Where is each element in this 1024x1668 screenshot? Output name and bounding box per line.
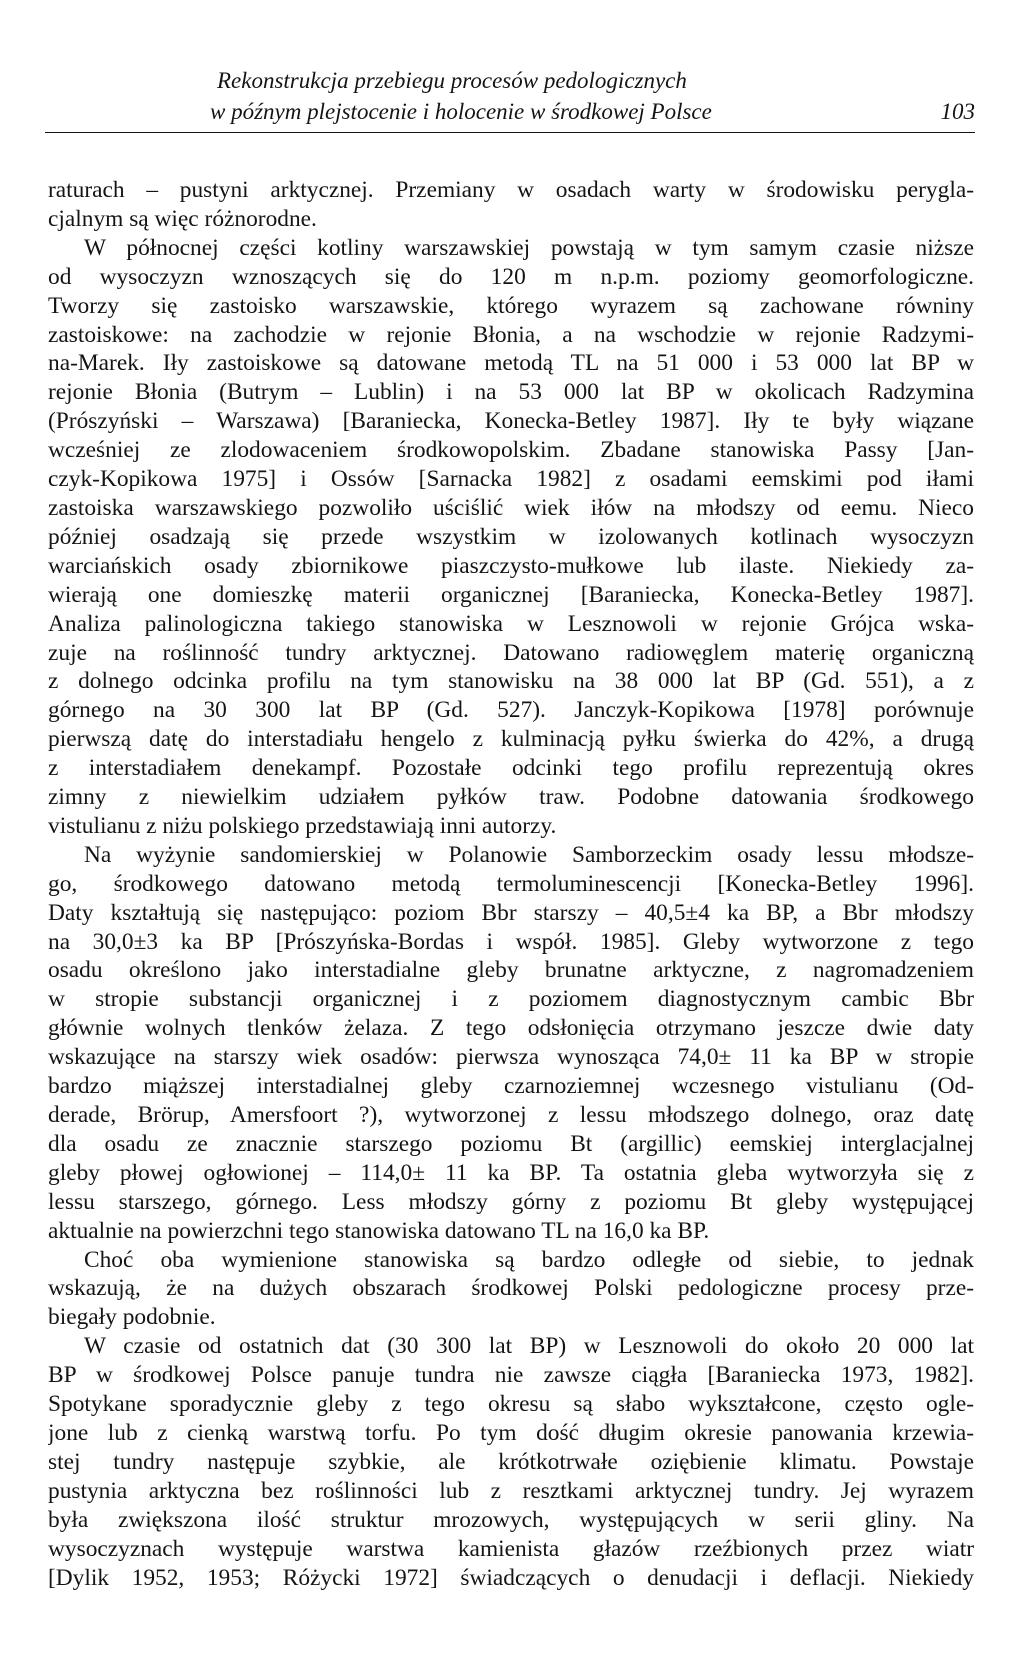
text-line: w stropie substancji organicznej i z poziomem diagnostycznym cambic Bbr xyxy=(48,986,974,1013)
text-line: czyk-Kopikowa 1975] i Ossów [Sarnacka 1982] z osadami eemskimi pod iłami xyxy=(48,466,974,493)
text-line: raturach – pustyni arktycznej. Przemiany w osadach warty w środowisku perygla- xyxy=(48,177,974,203)
text-line: gleby płowej ogłowionej – 114,0± 11 ka BP. Ta ostatnia gleba wytworzyła się z xyxy=(48,1159,974,1186)
text-line: derade, Brörup, Amersfoort ?), wytworzonej z lessu młodszego dolnego, oraz datę xyxy=(48,1102,974,1128)
text-line: W czasie od ostatnich dat (30 300 lat BP) w Lesznowoli do około 20 000 lat xyxy=(84,1333,974,1360)
text-line: Na wyżynie sandomierskiej w Polanowie Samborzeckim osady lessu młodsze- xyxy=(84,841,974,868)
text-line: dla osadu ze znacznie starszego poziomu Bt (argillic) eemskiej interglacjalnej xyxy=(48,1130,974,1157)
text-line: zimny z niewielkim udziałem pyłków traw. Podobne datowania środkowego xyxy=(48,784,974,811)
text-line: W północnej części kotliny warszawskiej powstają w tym samym czasie niższe xyxy=(84,234,974,261)
text-line: [Dylik 1952, 1953; Różycki 1972] świadczących o denudacji i deflacji. Niekiedy xyxy=(48,1564,974,1591)
text-line: vistulianu z niżu polskiego przedstawiają inni autorzy. xyxy=(48,812,557,839)
text-line: Tworzy się zastoisko warszawskie, którego wyrazem są zachowane równiny xyxy=(48,292,974,319)
text-line: pierwszą datę do interstadiału hengelo z kulminacją pyłku świerka do 42%, a drugą xyxy=(48,726,974,753)
text-line: pustynia arktyczna bez roślinności lub z resztkami arktycznej tundry. Jej wyrazem xyxy=(48,1477,974,1504)
running-head xyxy=(45,66,975,134)
page-number: 103 xyxy=(940,99,975,124)
text-line: na 30,0±3 ka BP [Prószyńska-Bordas i współ. 1985]. Gleby wytworzone z tego xyxy=(48,928,974,955)
text-line: Daty kształtują się następująco: poziom Bbr starszy – 40,5±4 ka BP, a Bbr młodszy xyxy=(48,899,974,926)
text-line: z interstadiałem denekampf. Pozostałe odcinki tego profilu reprezentują okres xyxy=(48,755,974,782)
text-line: na-Marek. Iły zastoiskowe są datowane metodą TL na 51 000 i 53 000 lat BP w xyxy=(48,350,974,377)
text-line: zuje na roślinność tundry arktycznej. Datowano radiowęglem materię organiczną xyxy=(48,639,974,666)
text-line: stej tundry następuje szybkie, ale krótkotrwałe oziębienie klimatu. Powstaje xyxy=(48,1448,974,1475)
text-line: go, środkowego datowano metodą termoluminescencji [Konecka-Betley 1996]. xyxy=(48,870,974,897)
text-line: wcześniej ze zlodowaceniem środkowopolskim. Zbadane stanowiska Passy [Jan- xyxy=(48,437,974,464)
text-line: lessu starszego, górnego. Less młodszy górny z poziomu Bt gleby występującej xyxy=(48,1188,974,1215)
text-line: później osadzają się przede wszystkim w izolowanych kotlinach wysoczyzn xyxy=(48,523,974,550)
text-line: Spotykane sporadycznie gleby z tego okresu są słabo wykształcone, często ogle- xyxy=(48,1391,974,1418)
text-line: wierają one domieszkę materii organicznej [Baraniecka, Konecka-Betley 1987]. xyxy=(48,581,974,608)
text-line: była zwiększona ilość struktur mrozowych, występujących w serii gliny. Na xyxy=(48,1506,974,1533)
text-line: górnego na 30 300 lat BP (Gd. 527). Janczyk-Kopikowa [1978] porównuje xyxy=(48,697,974,724)
text-line: wskazujące na starszy wiek osadów: pierwsza wynosząca 74,0± 11 ka BP w stropie xyxy=(48,1044,974,1071)
body-text xyxy=(48,176,974,1592)
text-line: rejonie Błonia (Butrym – Lublin) i na 53 000 lat BP w okolicach Radzymina xyxy=(48,379,974,406)
text-line: aktualnie na powierzchni tego stanowiska datowano TL na 16,0 ka BP. xyxy=(48,1217,710,1244)
text-line: głównie wolnych tlenków żelaza. Z tego odsłonięcia otrzymano jeszcze dwie daty xyxy=(48,1015,974,1042)
text-line: wskazują, że na dużych obszarach środkowej Polski pedologiczne procesy prze- xyxy=(48,1275,974,1302)
text-line: zastoiskowe: na zachodzie w rejonie Błonia, a na wschodzie w rejonie Radzymi- xyxy=(48,321,974,348)
text-line: biegały podobnie. xyxy=(48,1304,216,1331)
text-line: Analiza palinologiczna takiego stanowiska w Lesznowoli w rejonie Grójca wska- xyxy=(48,610,974,637)
text-line: osadu określono jako interstadialne gleby brunatne arktyczne, z nagromadzeniem xyxy=(48,957,974,984)
text-line: Choć oba wymienione stanowiska są bardzo odległe od siebie, to jednak xyxy=(84,1246,974,1273)
text-line: od wysoczyzn wznoszących się do 120 m n.p.m. poziomy geomorfologiczne. xyxy=(48,263,974,290)
text-line: jone lub z cienką warstwą torfu. Po tym dość długim okresie panowania krzewia- xyxy=(48,1419,974,1446)
text-line: bardzo miąższej interstadialnej gleby czarnoziemnej wczesnego vistulianu (Od- xyxy=(48,1073,974,1100)
running-head-title-line2: w późnym plejstocenie i holocenie w środkowej Polsce xyxy=(210,99,712,124)
text-line: z dolnego odcinka profilu na tym stanowisku na 38 000 lat BP (Gd. 551), a z xyxy=(48,668,974,695)
text-line: wysoczyznach występuje warstwa kamienista głazów rzeźbionych przez wiatr xyxy=(48,1535,974,1562)
text-line: warciańskich osady zbiornikowe piaszczysto-mułkowe lub ilaste. Niekiedy za- xyxy=(48,552,974,579)
text-line: (Prószyński – Warszawa) [Baraniecka, Konecka-Betley 1987]. Iły te były wiązane xyxy=(48,408,974,435)
running-head-title-line1: Rekonstrukcja przebiegu procesów pedologicznych xyxy=(217,68,687,93)
text-line: cjalnym są więc różnorodne. xyxy=(48,205,317,232)
text-line: zastoiska warszawskiego pozwoliło uściślić wiek iłów na młodszy od eemu. Nieco xyxy=(48,494,974,521)
header-rule xyxy=(45,132,975,133)
text-line: BP w środkowej Polsce panuje tundra nie zawsze ciągła [Baraniecka 1973, 1982]. xyxy=(48,1362,974,1389)
